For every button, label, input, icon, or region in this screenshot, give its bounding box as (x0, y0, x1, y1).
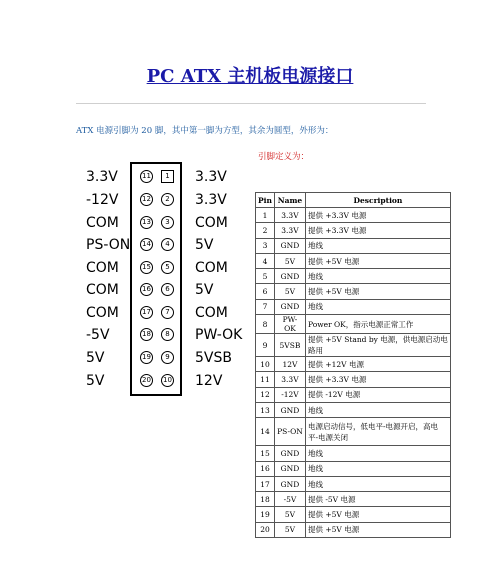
table-row (256, 334, 451, 357)
cell-pin: 20 (256, 522, 275, 537)
connector-label-left: -5V (86, 327, 110, 343)
cell-name: PS-ON (274, 418, 305, 446)
connector-label-right: 3.3V (195, 192, 227, 208)
cell-pin: 14 (256, 418, 275, 446)
cell-description: 地线 (305, 476, 450, 491)
cell-pin: 11 (256, 372, 275, 387)
table-row (256, 446, 451, 461)
table-row (256, 522, 451, 537)
divider (76, 103, 426, 104)
cell-description: 提供 +3.3V 电源 (305, 208, 450, 223)
table-row (256, 284, 451, 299)
cell-pin: 9 (256, 334, 275, 357)
cell-description: 提供 +5V Stand by 电源，供电源启动电路用 (305, 334, 450, 357)
cell-pin: 3 (256, 238, 275, 253)
table-row (256, 208, 451, 223)
table-row (256, 315, 451, 334)
table-row (256, 387, 451, 402)
cell-pin: 1 (256, 208, 275, 223)
cell-name: GND (274, 269, 305, 284)
table-row (256, 507, 451, 522)
connector-pin: 19 (140, 351, 153, 364)
cell-pin: 6 (256, 284, 275, 299)
cell-description: 提供 +3.3V 电源 (305, 223, 450, 238)
cell-pin: 12 (256, 387, 275, 402)
cell-name: GND (274, 461, 305, 476)
table-row (256, 372, 451, 387)
header-pin: Pin (256, 193, 275, 208)
cell-name: 5V (274, 522, 305, 537)
table-row (256, 269, 451, 284)
cell-description: 地线 (305, 269, 450, 284)
table-row (256, 418, 451, 446)
connector-pin: 18 (140, 328, 153, 341)
table-row (256, 476, 451, 491)
table-row (256, 253, 451, 268)
cell-name: 3.3V (274, 372, 305, 387)
cell-pin: 15 (256, 446, 275, 461)
connector-pin: 11 (140, 170, 153, 183)
atx-connector-diagram (130, 162, 182, 396)
table-header-row (256, 193, 451, 208)
table-row (256, 238, 451, 253)
cell-pin: 4 (256, 253, 275, 268)
cell-description: 提供 +5V 电源 (305, 522, 450, 537)
connector-label-left: COM (86, 260, 119, 276)
connector-label-right: 5V (195, 282, 214, 298)
cell-description: 提供 -12V 电源 (305, 387, 450, 402)
connector-label-right: 3.3V (195, 169, 227, 185)
cell-description: 地线 (305, 446, 450, 461)
connector-pin: 16 (140, 283, 153, 296)
pin-definition-label: 引脚定义为： (258, 152, 310, 162)
connector-label-right: 5VSB (195, 350, 232, 366)
table-body (256, 208, 451, 538)
pin-definition-table (255, 192, 451, 538)
cell-description: 提供 +5V 电源 (305, 507, 450, 522)
connector-pin: 3 (161, 216, 174, 229)
cell-description: 电源启动信号，低电平-电源开启，高电平-电源关闭 (305, 418, 450, 446)
cell-description: 提供 +12V 电源 (305, 357, 450, 372)
connector-label-right: COM (195, 260, 228, 276)
cell-description: 提供 -5V 电源 (305, 492, 450, 507)
cell-name: GND (274, 476, 305, 491)
cell-name: -12V (274, 387, 305, 402)
intro-text: ATX 电源引脚为 20 脚，其中第一脚为方型，其余为圆型，外形为： (76, 126, 334, 136)
cell-name: 5V (274, 253, 305, 268)
cell-name: PW-OK (274, 315, 305, 334)
table-row (256, 492, 451, 507)
connector-label-right: COM (195, 305, 228, 321)
cell-name: 3.3V (274, 223, 305, 238)
cell-description: Power OK，指示电源正常工作 (305, 315, 450, 334)
connector-pin: 9 (161, 351, 174, 364)
table-row (256, 223, 451, 238)
cell-name: GND (274, 238, 305, 253)
cell-pin: 7 (256, 299, 275, 314)
connector-pin-square: 1 (161, 170, 174, 183)
cell-description: 提供 +3.3V 电源 (305, 372, 450, 387)
connector-label-left: 5V (86, 373, 105, 389)
cell-pin: 10 (256, 357, 275, 372)
connector-label-left: 3.3V (86, 169, 118, 185)
connector-label-left: COM (86, 215, 119, 231)
cell-name: 5V (274, 507, 305, 522)
cell-name: 12V (274, 357, 305, 372)
header-name: Name (274, 193, 305, 208)
connector-label-left: COM (86, 282, 119, 298)
page-title: PC ATX 主机板电源接口 (146, 66, 354, 87)
connector-pin: 12 (140, 193, 153, 206)
connector-pin: 14 (140, 238, 153, 251)
connector-pin: 6 (161, 283, 174, 296)
connector-label-left: COM (86, 305, 119, 321)
connector-pin: 15 (140, 261, 153, 274)
cell-name: GND (274, 299, 305, 314)
cell-description: 地线 (305, 299, 450, 314)
cell-name: 3.3V (274, 208, 305, 223)
connector-label-right: COM (195, 215, 228, 231)
connector-pin: 10 (161, 374, 174, 387)
connector-pin: 2 (161, 193, 174, 206)
cell-pin: 17 (256, 476, 275, 491)
cell-name: GND (274, 446, 305, 461)
connector-label-right: PW-OK (195, 327, 243, 343)
cell-name: GND (274, 402, 305, 417)
cell-name: -5V (274, 492, 305, 507)
table-row (256, 402, 451, 417)
cell-pin: 5 (256, 269, 275, 284)
connector-pin: 20 (140, 374, 153, 387)
table-row (256, 357, 451, 372)
connector-pin: 4 (161, 238, 174, 251)
cell-description: 地线 (305, 238, 450, 253)
connector-label-right: 5V (195, 237, 214, 253)
cell-pin: 2 (256, 223, 275, 238)
connector-pin: 17 (140, 306, 153, 319)
cell-description: 地线 (305, 402, 450, 417)
cell-pin: 18 (256, 492, 275, 507)
cell-name: 5VSB (274, 334, 305, 357)
table-row (256, 299, 451, 314)
connector-pin: 13 (140, 216, 153, 229)
cell-description: 地线 (305, 461, 450, 476)
cell-pin: 13 (256, 402, 275, 417)
cell-description: 提供 +5V 电源 (305, 284, 450, 299)
connector-pin: 5 (161, 261, 174, 274)
header-description: Description (305, 193, 450, 208)
cell-name: 5V (274, 284, 305, 299)
cell-pin: 8 (256, 315, 275, 334)
table-row (256, 461, 451, 476)
cell-description: 提供 +5V 电源 (305, 253, 450, 268)
connector-label-left: 5V (86, 350, 105, 366)
connector-label-left: PS-ON (86, 237, 131, 253)
connector-pin: 7 (161, 306, 174, 319)
connector-label-right: 12V (195, 373, 223, 389)
connector-label-left: -12V (86, 192, 119, 208)
cell-pin: 19 (256, 507, 275, 522)
cell-pin: 16 (256, 461, 275, 476)
connector-pin: 8 (161, 328, 174, 341)
